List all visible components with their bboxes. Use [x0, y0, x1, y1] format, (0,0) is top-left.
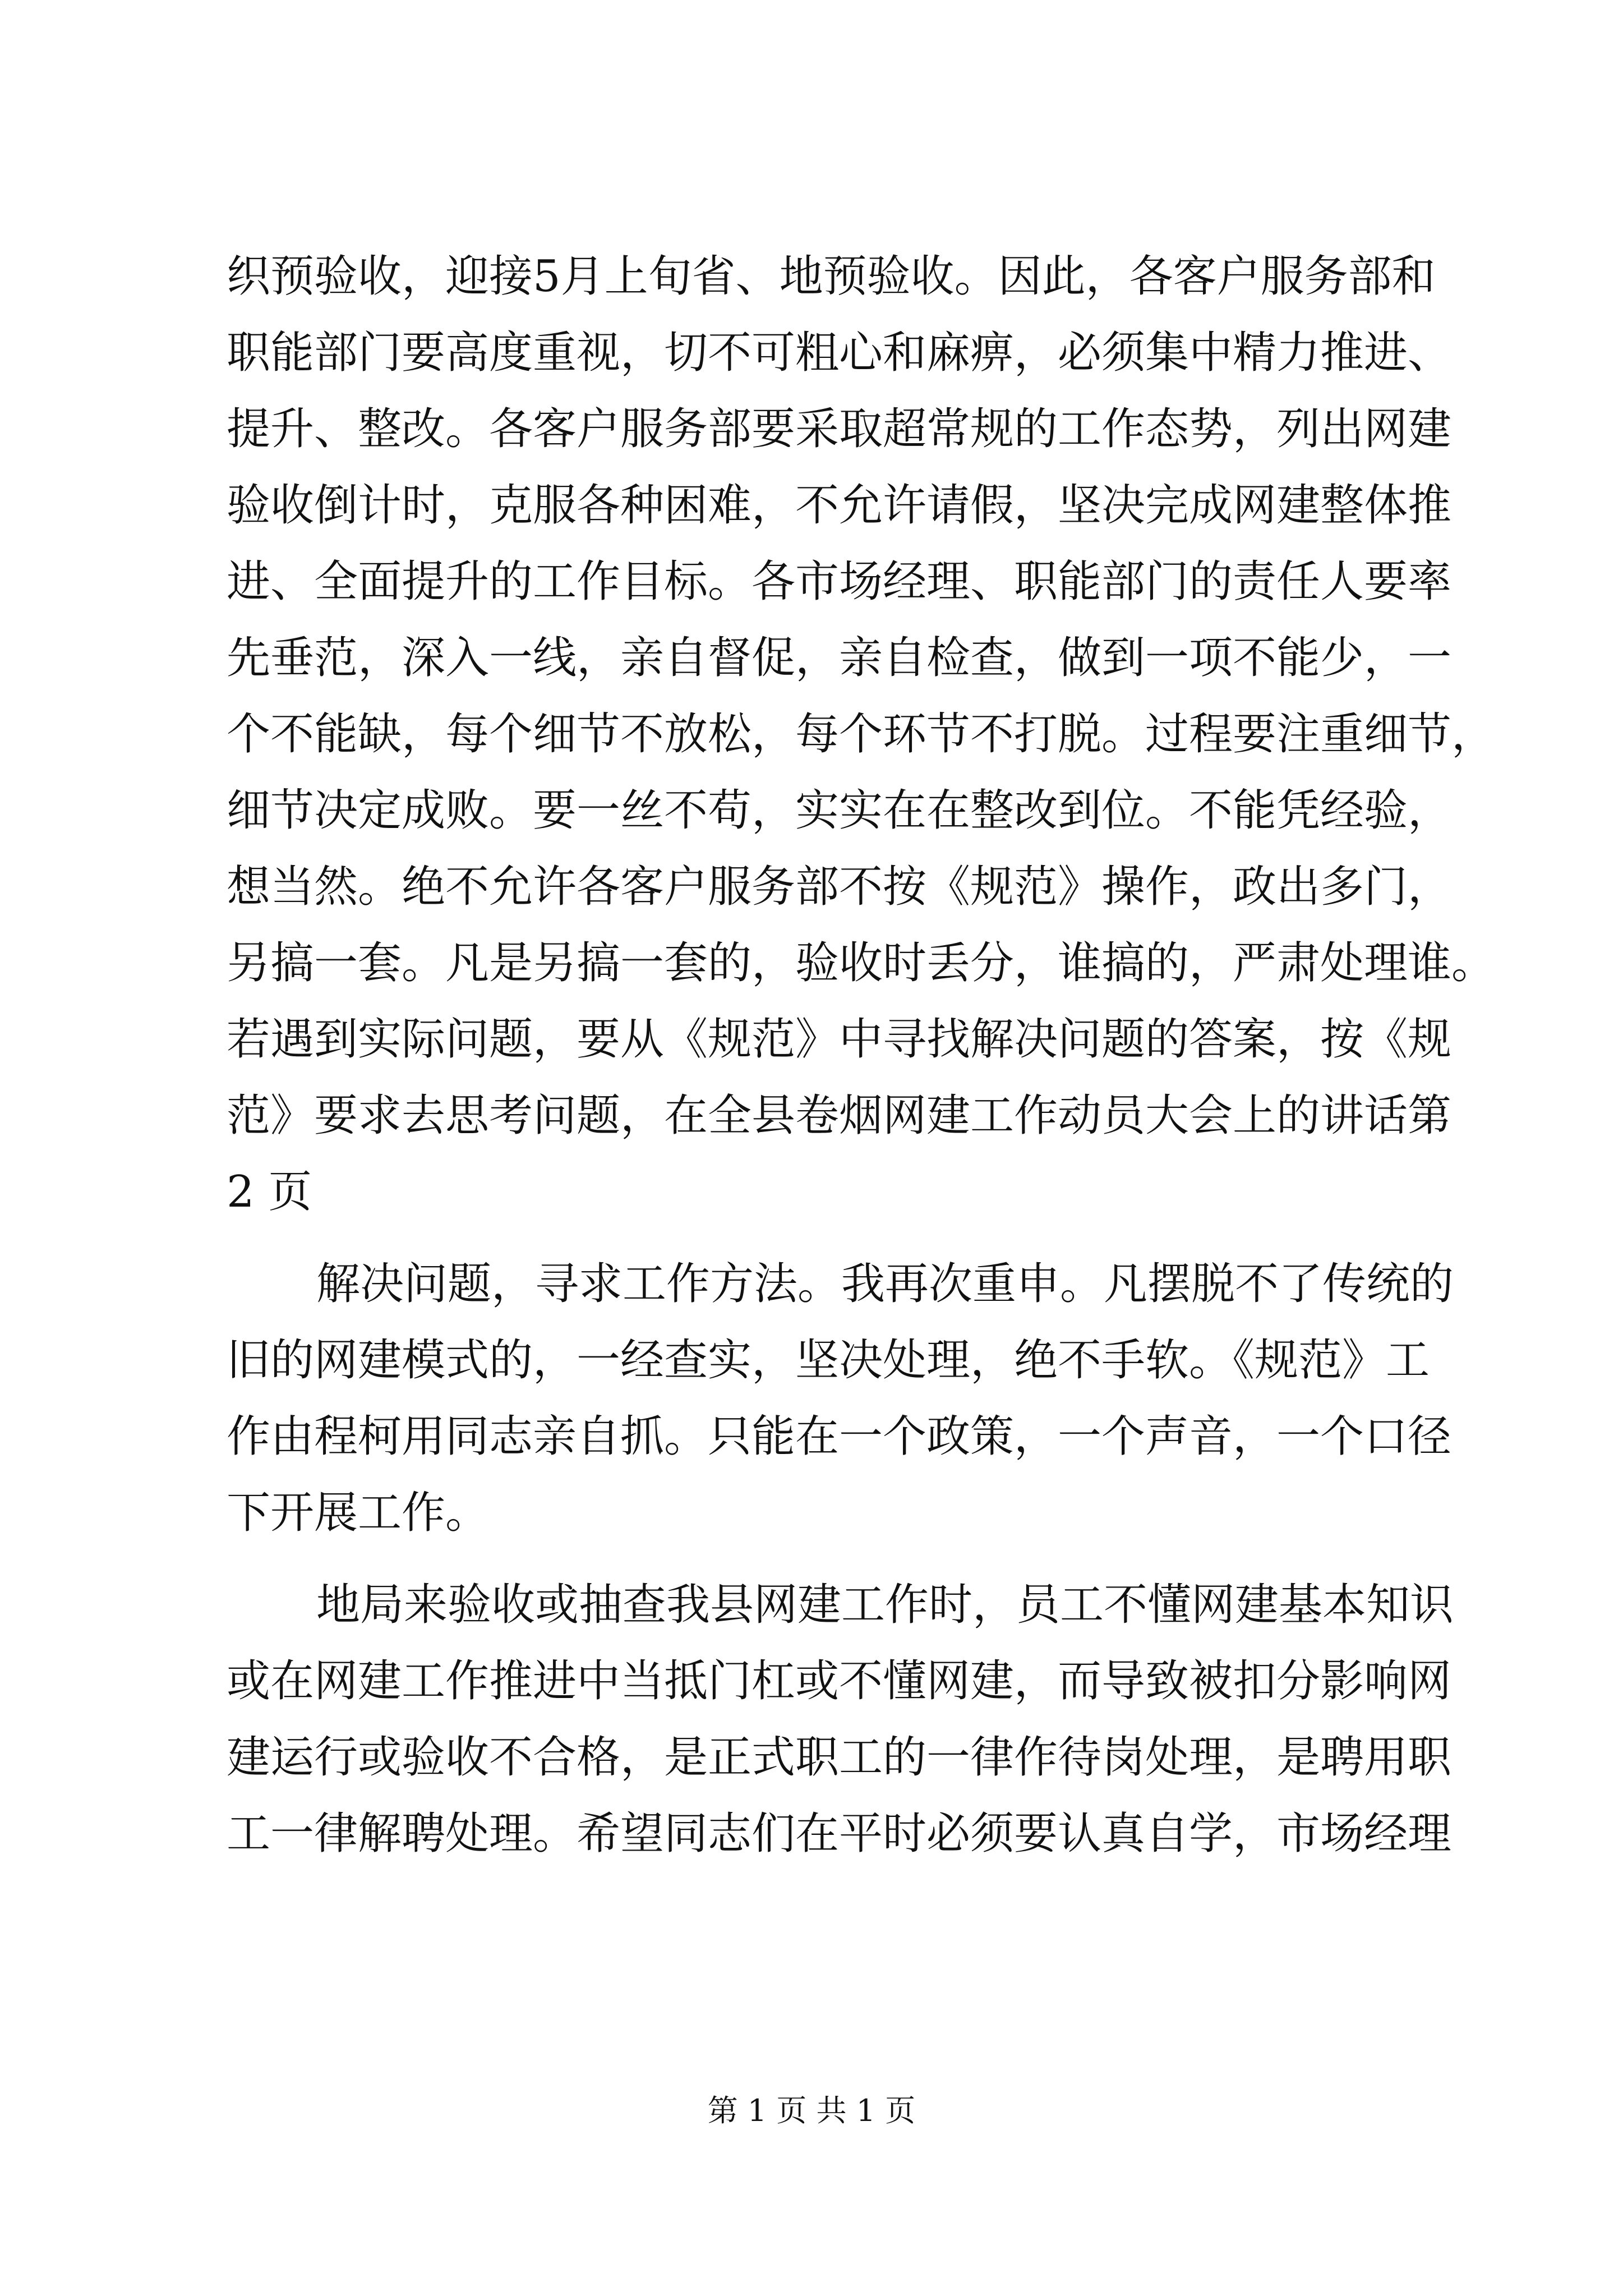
text-line: 解决问题，寻求工作方法。我再次重申。凡摆脱不了传统的 [316, 1259, 1454, 1309]
paragraph-1 [227, 238, 1496, 1230]
paragraph-3 [227, 1567, 1454, 1872]
text-line: 织预验收，迎接5月上旬省、地预验收。因此，各客户服务部和 [227, 251, 1436, 302]
paragraph-spacer [227, 1551, 1405, 1567]
text-line: 或在网建工作推进中当抵门杠或不懂网建，而导致被扣分影响网 [227, 1656, 1452, 1706]
text-line: 下开展工作。 [227, 1488, 490, 1538]
page-reference: 2 页 [227, 1167, 312, 1217]
text-line: 若遇到实际问题，要从《规范》中寻找解决问题的答案，按《规 [227, 1014, 1452, 1065]
text-line: 进、全面提升的工作目标。各市场经理、职能部门的责任人要率 [227, 556, 1452, 607]
text-line: 旧的网建模式的，一经查实，坚决处理，绝不手软。《规范》工 [227, 1335, 1430, 1386]
text-line: 细节决定成败。要一丝不苟，实实在在整改到位。不能凭经验， [227, 785, 1452, 836]
text-line: 提升、整改。各客户服务部要采取超常规的工作态势，列出网建 [227, 404, 1452, 454]
text-line: 作由程柯用同志亲自抓。只能在一个政策，一个声音，一个口径 [227, 1411, 1452, 1462]
text-line: 建运行或验收不合格，是正式职工的一律作待岗处理，是聘用职 [227, 1732, 1452, 1783]
page-number-label: 第 1 页 共 1 页 [707, 2093, 916, 2128]
text-line: 工一律解聘处理。希望同志们在平时必须要认真自学，市场经理 [227, 1809, 1452, 1859]
text-line: 地局来验收或抽查我县网建工作时，员工不懂网建基本知识 [316, 1580, 1454, 1630]
text-line: 另搞一套。凡是另搞一套的，验收时丢分，谁搞的，严肃处理谁。 [227, 938, 1496, 988]
text-line: 个不能缺，每个细节不放松，每个环节不打脱。过程要注重细节， [227, 709, 1496, 760]
paragraph-2 [227, 1246, 1454, 1551]
page-footer [0, 2087, 1623, 2130]
text-line: 想当然。绝不允许各客户服务部不按《规范》操作，政出多门， [227, 862, 1452, 912]
document-body [227, 238, 1496, 1872]
text-line: 验收倒计时，克服各种困难，不允许请假，坚决完成网建整体推 [227, 480, 1452, 531]
paragraph-spacer [227, 1230, 1405, 1246]
text-line: 先垂范，深入一线，亲自督促，亲自检查，做到一项不能少，一 [227, 633, 1452, 683]
text-line: 范》要求去思考问题，在全县卷烟网建工作动员大会上的讲话第 [227, 1091, 1452, 1141]
text-line: 职能部门要高度重视，切不可粗心和麻痹，必须集中精力推进、 [227, 328, 1452, 378]
